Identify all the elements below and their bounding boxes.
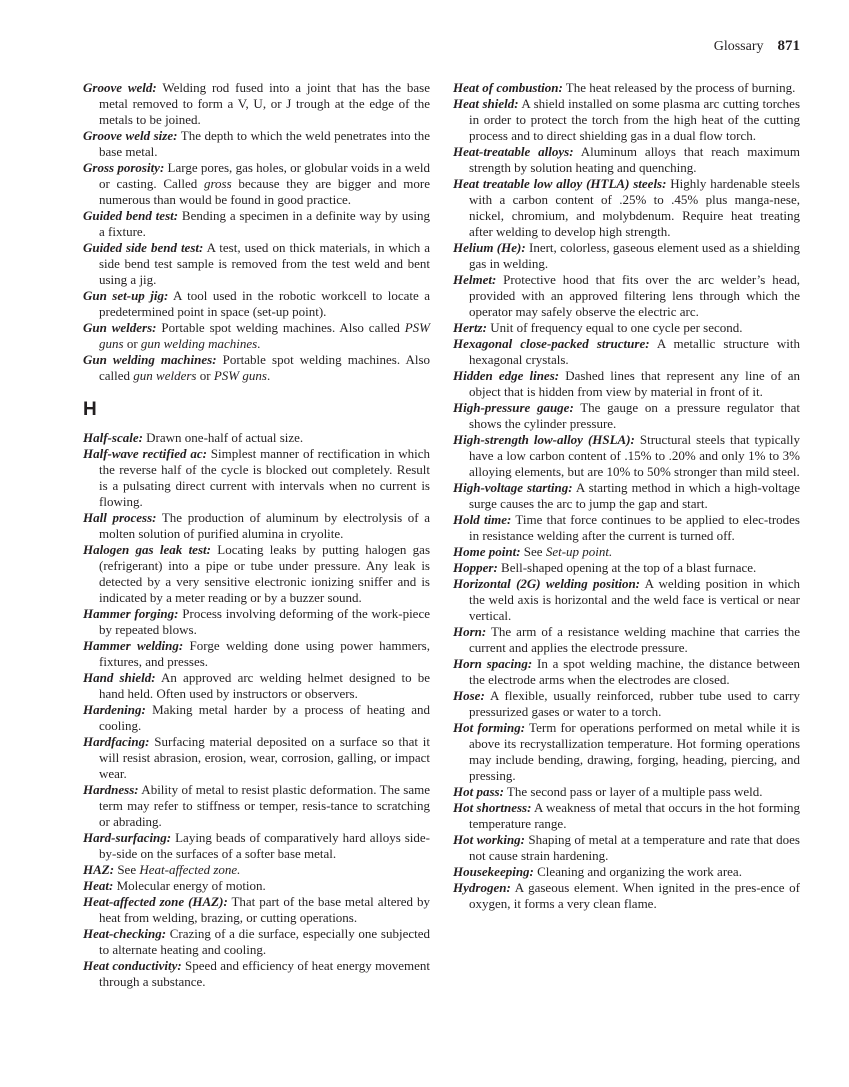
glossary-term: High-voltage starting:: [453, 480, 573, 495]
glossary-entry: [83, 958, 430, 990]
definition-text: Protective hood that fits over the arc welder’s head, provided with an approved filtering lens through which the operator may safely observe the electric arc.: [469, 272, 800, 319]
glossary-term: Helium (He):: [453, 240, 526, 255]
glossary-term: HAZ:: [83, 862, 115, 877]
glossary-entry: [453, 96, 800, 144]
glossary-term: Hexagonal close-packed structure:: [453, 336, 650, 351]
definition-text: A test, used on thick materials, in which a side bend test sample is removed from the test weld and bent using a jig.: [99, 240, 430, 287]
definition-text: Surfacing material deposited on a surface so that it will resist abrasion, erosion, wear, corrosion, galling, or impact wear.: [99, 734, 430, 781]
glossary-entry: [453, 80, 800, 96]
definition-text: or: [123, 336, 141, 351]
glossary-term: Hot shortness:: [453, 800, 532, 815]
glossary-entry: [453, 400, 800, 432]
glossary-entry: [83, 638, 430, 670]
definition-text: Inert, colorless, gaseous element used as a shielding gas in welding.: [469, 240, 800, 271]
definition-text: Portable spot welding machines. Also called: [156, 320, 405, 335]
definition-text: An approved arc welding helmet designed to be hand held. Often used by instructors or observers.: [99, 670, 430, 701]
definition-text: That part of the base metal altered by heat from welding, brazing, or cutting operations.: [99, 894, 430, 925]
letter-heading: H: [83, 399, 97, 420]
definition-text: A starting method in which a high-voltage surge causes the arc to jump the gap and start.: [469, 480, 800, 511]
glossary-term: Half-scale:: [83, 430, 143, 445]
cross-reference: gun welding machines: [140, 336, 258, 351]
definition-text: Drawn one-half of actual size.: [142, 430, 304, 445]
glossary-term: Heat conductivity:: [83, 958, 182, 973]
cross-reference: PSW guns: [213, 368, 267, 383]
definition-text: .: [257, 336, 261, 351]
glossary-entry: [83, 288, 430, 320]
definition-text: Crazing of a die surface, especially one subjected to alternate heating and cooling.: [99, 926, 430, 957]
definition-text: In a spot welding machine, the distance between the electrode arms when the electrodes are closed.: [469, 656, 800, 687]
glossary-term: Gun set-up jig:: [83, 288, 169, 303]
definition-text: .: [266, 368, 271, 383]
glossary-term: Hot working:: [453, 832, 526, 847]
cross-reference: Heat-affected zone.: [139, 862, 241, 877]
definition-text: Highly hardenable steels with a carbon content of .25% to .45% plus manga-nese, nickel, chromium, and molybdenum. Require heat treating after welding to develop high strength.: [469, 176, 800, 239]
glossary-term: Hardness:: [83, 782, 139, 797]
glossary-term: Hardfacing:: [83, 734, 150, 749]
glossary-term: Hidden edge lines:: [453, 368, 560, 383]
glossary-term: Heat shield:: [453, 96, 519, 111]
glossary-entry: [453, 656, 800, 688]
running-header: [714, 38, 800, 55]
definition-text: See: [114, 862, 140, 877]
glossary-term: Heat-treatable alloys:: [453, 144, 574, 159]
definition-text: The gauge on a pressure regulator that shows the cylinder pressure.: [469, 400, 800, 431]
glossary-term: Heat-checking:: [83, 926, 167, 941]
glossary-entry: [83, 80, 430, 128]
glossary-entry: [83, 128, 430, 160]
glossary-term: Halogen gas leak test:: [83, 542, 211, 557]
definition-text: Shaping of metal at a temperature and rate that does not cause strain hardening.: [469, 832, 800, 863]
glossary-entry: [453, 512, 800, 544]
definition-text: Making metal harder by a process of heating and cooling.: [99, 702, 430, 733]
glossary-term: Hard-surfacing:: [83, 830, 172, 845]
definition-text: The second pass or layer of a multiple pass weld.: [503, 784, 763, 799]
definition-text: Forge welding done using power hammers, fixtures, and presses.: [99, 638, 430, 669]
glossary-entry: [83, 430, 430, 446]
glossary-term: Horn:: [453, 624, 487, 639]
glossary-term: Gun welding machines:: [83, 352, 217, 367]
definition-text: Term for operations performed on metal while it is above its recrystallization temperature. Hot forming operations may include bending, drawing, forging, heading, piercing, and pressing.: [469, 720, 800, 783]
glossary-term: Hose:: [453, 688, 485, 703]
glossary-term: Gross porosity:: [83, 160, 165, 175]
cross-reference: Set-up point.: [545, 544, 613, 559]
definition-text: A flexible, usually reinforced, rubber tube used to carry pressurized gases or water to a torch.: [469, 688, 800, 719]
glossary-entry: [453, 864, 800, 880]
glossary-term: Hot pass:: [453, 784, 504, 799]
definition-text: Aluminum alloys that reach maximum strength by solution heating and quenching.: [469, 144, 800, 175]
glossary-term: Guided bend test:: [83, 208, 179, 223]
glossary-term: Home point:: [453, 544, 521, 559]
glossary-entry: [453, 624, 800, 656]
definition-text: A metallic structure with hexagonal crystals.: [469, 336, 800, 367]
glossary-term: Hall process:: [83, 510, 157, 525]
glossary-term: Groove weld size:: [83, 128, 178, 143]
glossary-entry: [453, 320, 800, 336]
glossary-term: Hot forming:: [453, 720, 526, 735]
definition-text: Cleaning and organizing the work area.: [533, 864, 742, 879]
glossary-entry: [83, 320, 430, 352]
glossary-entry: [453, 784, 800, 800]
glossary-entry: [83, 926, 430, 958]
glossary-entry: [453, 368, 800, 400]
glossary-entry: [453, 176, 800, 240]
glossary-entry: [83, 734, 430, 782]
definition-text: Locating leaks by putting halogen gas (refrigerant) into a pipe or tube under pressure. Any leak is detected by a very sensitive electronic ionizing sniffer and is indicated by a meter reading or by a buzzer sound.: [99, 542, 430, 605]
glossary-term: Horn spacing:: [453, 656, 533, 671]
glossary-entry: [83, 862, 430, 878]
glossary-entry: [83, 160, 430, 208]
glossary-entry: [83, 670, 430, 702]
glossary-term: Hammer forging:: [83, 606, 179, 621]
glossary-term: Hand shield:: [83, 670, 156, 685]
glossary-entry: [453, 240, 800, 272]
glossary-term: Horizontal (2G) welding position:: [453, 576, 641, 591]
glossary-entry: [83, 702, 430, 734]
definition-text: Speed and efficiency of heat energy movement through a substance.: [99, 958, 431, 989]
glossary-term: Helmet:: [453, 272, 497, 287]
glossary-entry: [453, 720, 800, 784]
glossary-entry: [83, 352, 430, 384]
glossary-entry: [453, 800, 800, 832]
glossary-term: Hopper:: [453, 560, 498, 575]
definition-text: The heat released by the process of burning.: [562, 80, 796, 95]
definition-text: or: [196, 368, 214, 383]
cross-reference: gross: [203, 176, 232, 191]
glossary-entry: [453, 144, 800, 176]
glossary-term: Heat of combustion:: [453, 80, 563, 95]
glossary-entry: [453, 832, 800, 864]
glossary-entry: [453, 480, 800, 512]
definition-text: Structural steels that typically have a low carbon content of .15% to .20% and only 1% to 3% alloying elements, but are 10% to 50% stronger than mild steel.: [469, 432, 800, 479]
section-title: Glossary: [713, 39, 764, 54]
glossary-entry: [83, 240, 430, 288]
glossary-term: Half-wave rectified ac:: [83, 446, 207, 461]
glossary-term: Housekeeping:: [453, 864, 534, 879]
definition-text: A shield installed on some plasma arc cutting torches in order to protect the torch from the high heat of the cutting process and to direct shielding gas in a dual flow torch.: [469, 96, 800, 143]
glossary-term: Heat treatable low alloy (HTLA) steels:: [453, 176, 667, 191]
left-column: [83, 80, 430, 990]
definition-text: Molecular energy of motion.: [113, 878, 266, 893]
definition-text: Large pores, gas holes, or globular voids in a weld or casting. Called: [99, 160, 430, 191]
definition-text: Dashed lines that represent any line of an object that is hidden from view by material in front of it.: [469, 368, 800, 399]
definition-text: Simplest manner of rectification in which the reverse half of the cycle is blocked out completely. Result is a pulsating direct current with intervals when no current is flowing.: [99, 446, 430, 509]
definition-text: A gaseous element. When ignited in the pres-ence of oxygen, it forms a very clean flame.: [469, 880, 800, 911]
glossary-entry: [83, 542, 430, 606]
definition-text: A tool used in the robotic workcell to locate a predetermined point in space (set-up point).: [99, 288, 430, 319]
definition-text: Bell-shaped opening at the top of a blast furnace.: [497, 560, 757, 575]
glossary-term: Gun welders:: [83, 320, 157, 335]
glossary-term: Hydrogen:: [453, 880, 511, 895]
glossary-term: Heat:: [83, 878, 114, 893]
glossary-entry: [83, 446, 430, 510]
glossary-entry: [453, 560, 800, 576]
glossary-entry: [83, 878, 430, 894]
glossary-entry: [453, 880, 800, 912]
glossary-entry: [83, 208, 430, 240]
glossary-entry: [453, 576, 800, 624]
definition-text: Ability of metal to resist plastic deformation. The same term may refer to stiffness or temper, resis-tance to scratching or abrading.: [99, 782, 430, 829]
definition-text: A weakness of metal that occurs in the hot forming temperature range.: [469, 800, 800, 831]
glossary-term: Heat-affected zone (HAZ):: [83, 894, 228, 909]
glossary-term: Guided side bend test:: [83, 240, 204, 255]
glossary-entry: [83, 830, 430, 862]
definition-text: The depth to which the weld penetrates into the base metal.: [99, 128, 430, 159]
glossary-entry: [83, 894, 430, 926]
cross-reference: PSW guns: [99, 320, 430, 351]
glossary-entry: [453, 272, 800, 320]
cross-reference: gun welders: [133, 368, 197, 383]
glossary-term: Hardening:: [83, 702, 146, 717]
glossary-term: Hold time:: [453, 512, 512, 527]
glossary-entry: [453, 688, 800, 720]
glossary-entry: [83, 782, 430, 830]
glossary-entry: [83, 606, 430, 638]
definition-text: See: [520, 544, 546, 559]
glossary-term: High-pressure gauge:: [453, 400, 574, 415]
definition-text: A welding position in which the weld axis is horizontal and the weld face is vertical or near vertical.: [469, 576, 800, 623]
glossary-term: Hammer welding:: [83, 638, 184, 653]
definition-text: Unit of frequency equal to one cycle per second.: [486, 320, 743, 335]
page-number: 871: [777, 38, 800, 54]
glossary-term: Hertz:: [453, 320, 487, 335]
glossary-entry: [453, 432, 800, 480]
definition-text: Welding rod fused into a joint that has the base metal removed to form a V, U, or J trough at the edge of the metals to be joined.: [99, 80, 430, 127]
right-column: [453, 80, 800, 912]
glossary-entry: [453, 544, 800, 560]
definition-text: Process involving deforming of the work-piece by repeated blows.: [99, 606, 430, 637]
definition-text: Portable spot welding machines. Also called: [99, 352, 431, 383]
definition-text: Time that force continues to be applied to elec-trodes in resistance welding after the current is turned off.: [469, 512, 800, 543]
definition-text: because they are bigger and more numerous than would be found in good practice.: [99, 176, 430, 207]
definition-text: The arm of a resistance welding machine that carries the current and applies the electrode pressure.: [469, 624, 800, 655]
glossary-entry: [83, 510, 430, 542]
glossary-term: High-strength low-alloy (HSLA):: [453, 432, 635, 447]
definition-text: Laying beads of comparatively hard alloys side-by-side on the surfaces of a softer base metal.: [99, 830, 430, 861]
definition-text: Bending a specimen in a definite way by using a fixture.: [99, 208, 430, 239]
glossary-entry: [453, 336, 800, 368]
glossary-term: Groove weld:: [83, 80, 157, 95]
definition-text: The production of aluminum by electrolysis of a molten solution of purified alumina in cryolite.: [99, 510, 430, 541]
